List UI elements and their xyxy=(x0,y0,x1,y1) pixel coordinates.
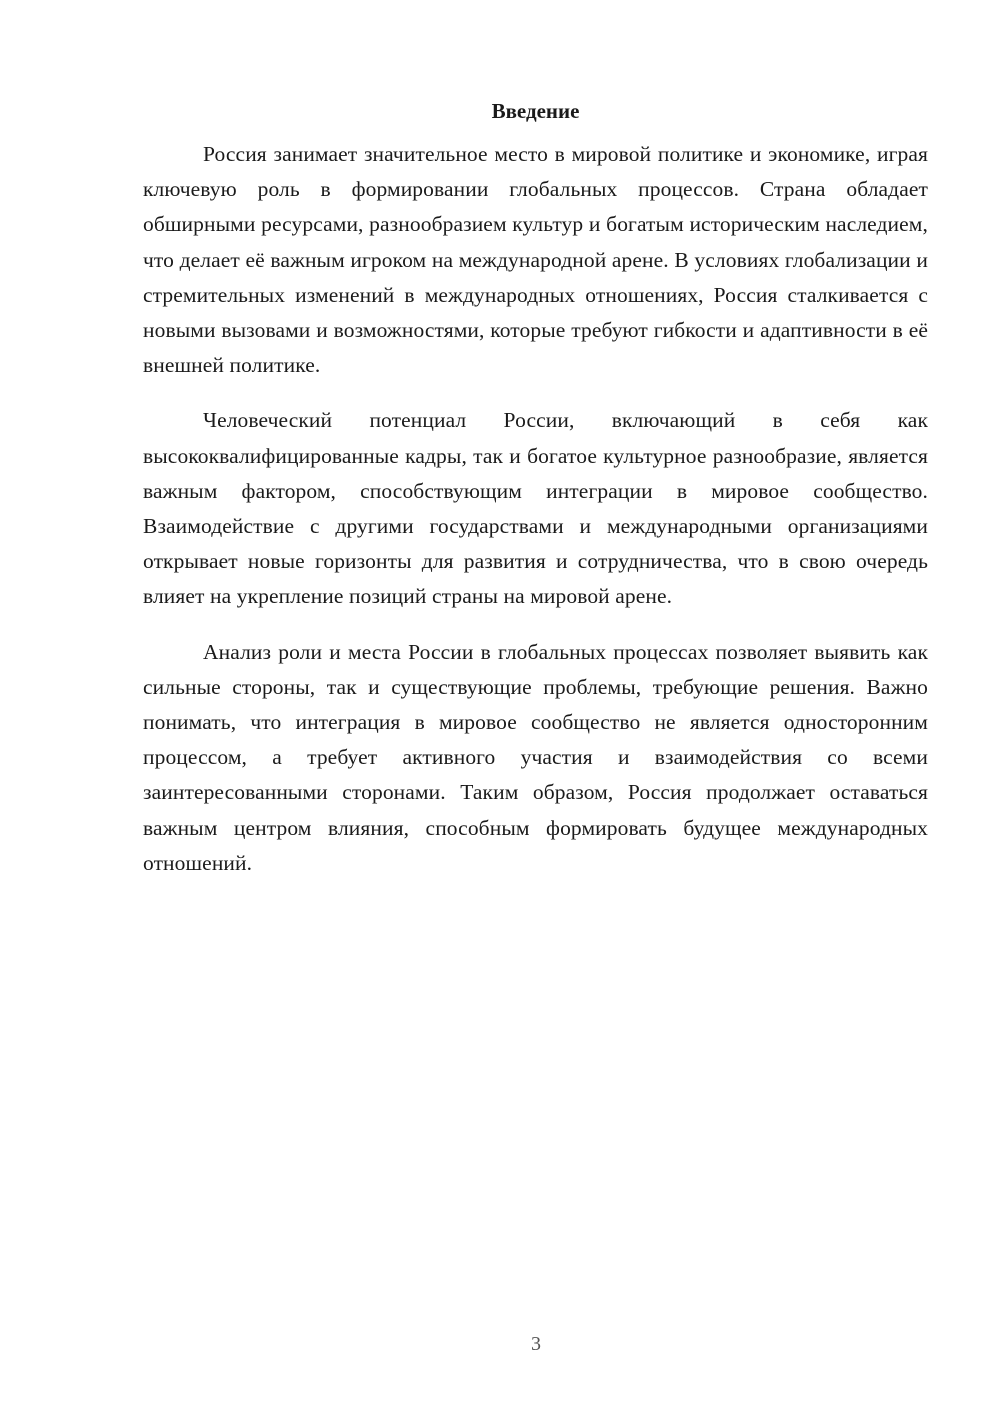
page-content xyxy=(143,95,928,901)
section-heading: Введение xyxy=(491,99,580,123)
paragraph-2: Человеческий потенциал России, включающий в себя как высококвалифицированные кадры, так и богатое культурное разнообразие, является важным фактором, способствующим интеграции в мировое сообщество. Взаимодействие с другими государствами и международными организациями открывает новые горизонты для развития и сотрудничества, что в свою очередь влияет на укрепление позиций страны на мировой арене. xyxy=(143,408,928,609)
page-number: 3 xyxy=(531,1333,541,1355)
paragraph-1: Россия занимает значительное место в мировой политике и экономике, играя ключевую роль в формировании глобальных процессов. Страна обладает обширными ресурсами, разнообразием культур и богатым историческим наследием, что делает её важным игроком на международной арене. В условиях глобализации и стремительных изменений в международных отношениях, Россия сталкивается с новыми вызовами и возможностями, которые требуют гибкости и адаптивности в её внешней политике. xyxy=(143,142,928,378)
paragraph-3: Анализ роли и места России в глобальных процессах позволяет выявить как сильные стороны, так и существующие проблемы, требующие решения. Важно понимать, что интеграция в мировое сообщество не является односторонним процессом, а требует активного участия и взаимодействия со всеми заинтересованными сторонами. Таким образом, Россия продолжает оставаться важным центром влияния, способным формировать будущее международных отношений. xyxy=(143,639,928,875)
